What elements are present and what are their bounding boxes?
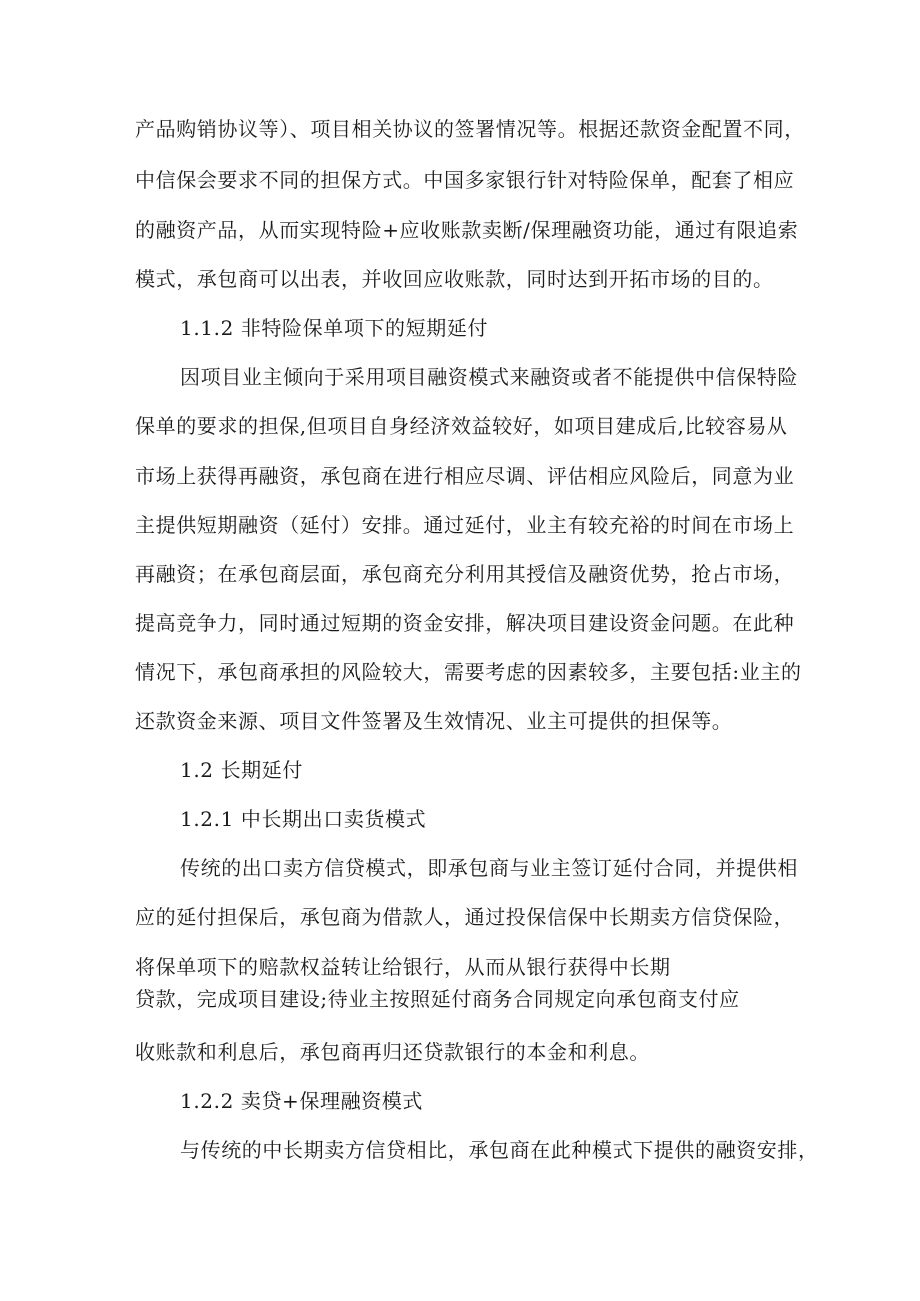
paragraph-line: 传统的出口卖方信贷模式，即承包商与业主签订延付合同，并提供相 bbox=[180, 856, 798, 880]
paragraph-line: 提高竞争力，同时通过短期的资金安排，解决项目建设资金问题。在此种 bbox=[135, 611, 795, 635]
paragraph-line: 将保单项下的赔款权益转让给银行，从而从银行获得中长期 bbox=[135, 955, 671, 979]
paragraph-line: 再融资；在承包商层面，承包商充分利用其授信及融资优势，抢占市场， bbox=[135, 562, 795, 586]
paragraph-line: 收账款和利息后，承包商再归还贷款银行的本金和利息。 bbox=[135, 1040, 650, 1064]
paragraph-line: 的融资产品，从而实现特险+应收账款卖断/保理融资功能，通过有限追索 bbox=[135, 218, 799, 242]
section-heading-1-2: 1.2 长期延付 bbox=[180, 758, 303, 782]
paragraph-line: 与传统的中长期卖方信贷相比，承包商在此种模式下提供的融资安排， bbox=[180, 1138, 819, 1162]
paragraph-line: 还款资金来源、项目文件签署及生效情况、业主可提供的担保等。 bbox=[135, 709, 733, 733]
paragraph-line: 产品购销协议等）、项目相关协议的签署情况等。根据还款资金配置不同， bbox=[135, 117, 805, 141]
paragraph-line: 贷款，完成项目建设;待业主按照延付商务合同规定向承包商支付应 bbox=[135, 987, 740, 1011]
section-heading-1-2-2: 1.2.2 卖贷+保理融资模式 bbox=[180, 1089, 424, 1113]
paragraph-line: 情况下，承包商承担的风险较大，需要考虑的因素较多，主要包括:业主的 bbox=[135, 660, 802, 684]
paragraph-line: 主提供短期融资（延付）安排。通过延付，业主有较充裕的时间在市场上 bbox=[135, 513, 795, 537]
section-heading-1-2-1: 1.2.1 中长期出口卖货模式 bbox=[180, 807, 427, 831]
paragraph-line: 保单的要求的担保,但项目自身经济效益较好，如项目建成后,比较容易从 bbox=[135, 414, 788, 438]
paragraph-line: 中信保会要求不同的担保方式。中国多家银行针对特险保单，配套了相应 bbox=[135, 168, 795, 192]
paragraph-line: 因项目业主倾向于采用项目融资模式来融资或者不能提供中信保特险 bbox=[180, 365, 798, 389]
paragraph-line: 市场上获得再融资，承包商在进行相应尽调、评估相应风险后，同意为业 bbox=[135, 464, 795, 488]
section-heading-1-1-2: 1.1.2 非特险保单项下的短期延付 bbox=[180, 316, 489, 340]
paragraph-line: 模式，承包商可以出表，并收回应收账款，同时达到开拓市场的目的。 bbox=[135, 267, 774, 291]
paragraph-line: 应的延付担保后，承包商为借款人，通过投保信保中长期卖方信贷保险， bbox=[135, 905, 795, 929]
